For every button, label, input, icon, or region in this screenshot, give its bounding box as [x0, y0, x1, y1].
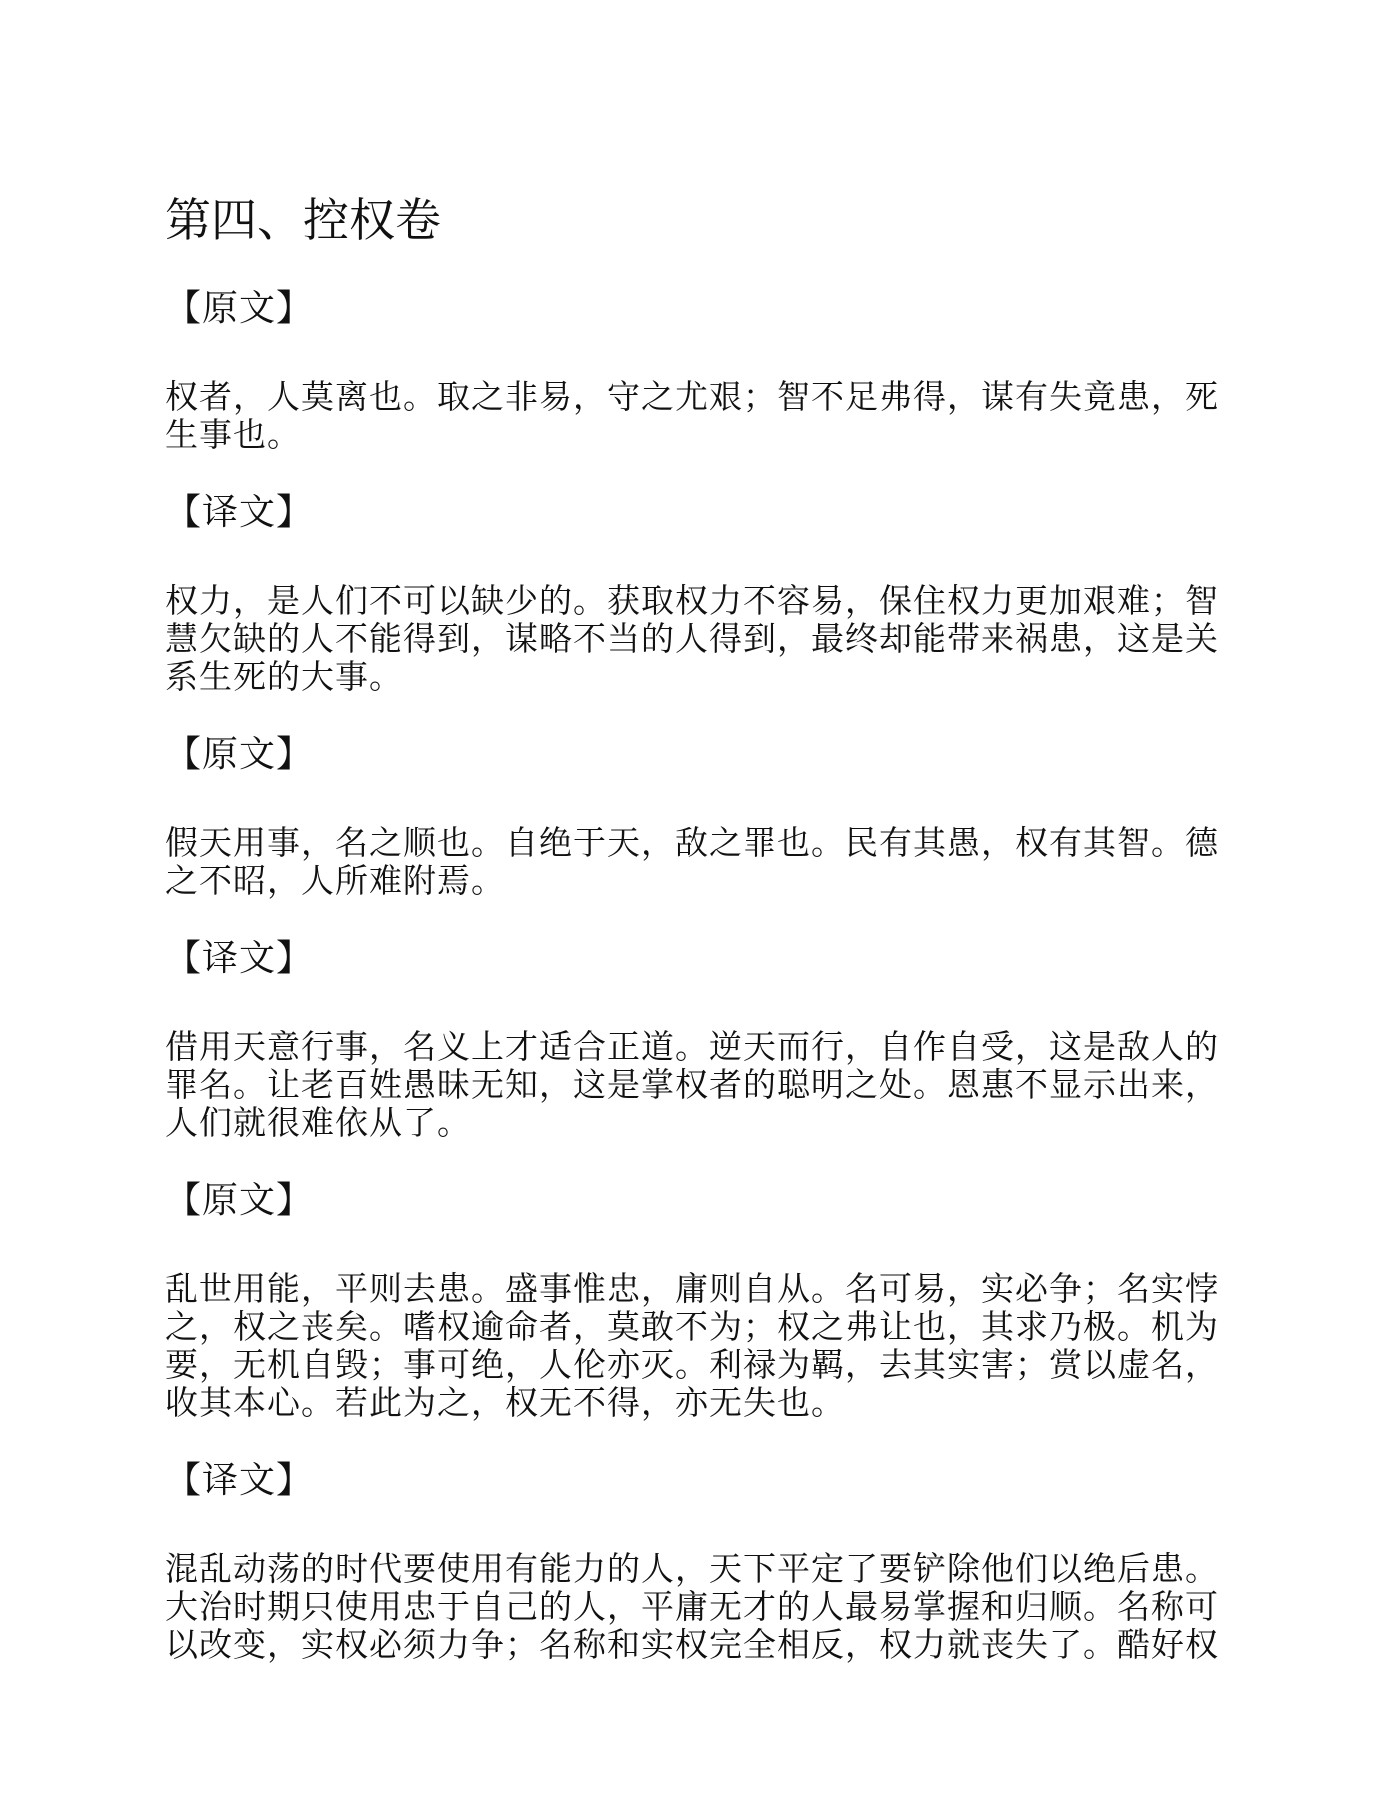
section-label-translation: 【译文】: [165, 492, 314, 533]
section-block: [165, 1456, 1240, 1664]
document-page: [165, 190, 1240, 1664]
chapter-title: 第四、控权卷: [165, 193, 441, 247]
translation-paragraph: 借用天意行事，名义上才适合正道。逆天而行，自作自受，这是敌人的 罪名。让老百姓愚昧无知，这是掌权者的聪明之处。恩惠不显示出来， 人们就很难依从了。: [165, 1027, 1219, 1142]
section-label-original: 【原文】: [165, 734, 314, 775]
translation-paragraph: 权力，是人们不可以缺少的。获取权力不容易，保住权力更加艰难；智 慧欠缺的人不能得到，谋略不当的人得到，最终却能带来祸患，这是关 系生死的大事。: [165, 581, 1219, 696]
section-label-translation: 【译文】: [165, 1460, 314, 1501]
section-label-original: 【原文】: [165, 1180, 314, 1221]
translation-paragraph: 混乱动荡的时代要使用有能力的人，天下平定了要铲除他们以绝后患。 大治时期只使用忠于自己的人，平庸无才的人最易掌握和归顺。名称可 以改变，实权必须力争；名称和实权完全相反，权力就丧失了。酷好权: [165, 1549, 1219, 1664]
section-label-translation: 【译文】: [165, 938, 314, 979]
section-block: [165, 1176, 1240, 1422]
original-text-paragraph: 乱世用能，平则去患。盛事惟忠，庸则自从。名可易，实必争；名实悖 之，权之丧矣。嗜权逾命者，莫敢不为；权之弗让也，其求乃极。机为 要，无机自毁；事可绝，人伦亦灭。利禄为羁，去其实害；赏以虚名， 收其本心。若此为之，权无不得，亦无失也。: [165, 1269, 1219, 1422]
original-text-paragraph: 假天用事，名之顺也。自绝于天，敌之罪也。民有其愚，权有其智。德 之不昭，人所难附焉。: [165, 823, 1219, 900]
section-block: [165, 730, 1240, 900]
section-label-original: 【原文】: [165, 288, 314, 329]
section-block: [165, 284, 1240, 454]
section-block: [165, 934, 1240, 1142]
section-block: [165, 488, 1240, 696]
original-text-paragraph: 权者，人莫离也。取之非易，守之尤艰；智不足弗得，谋有失竟患，死 生事也。: [165, 377, 1219, 454]
